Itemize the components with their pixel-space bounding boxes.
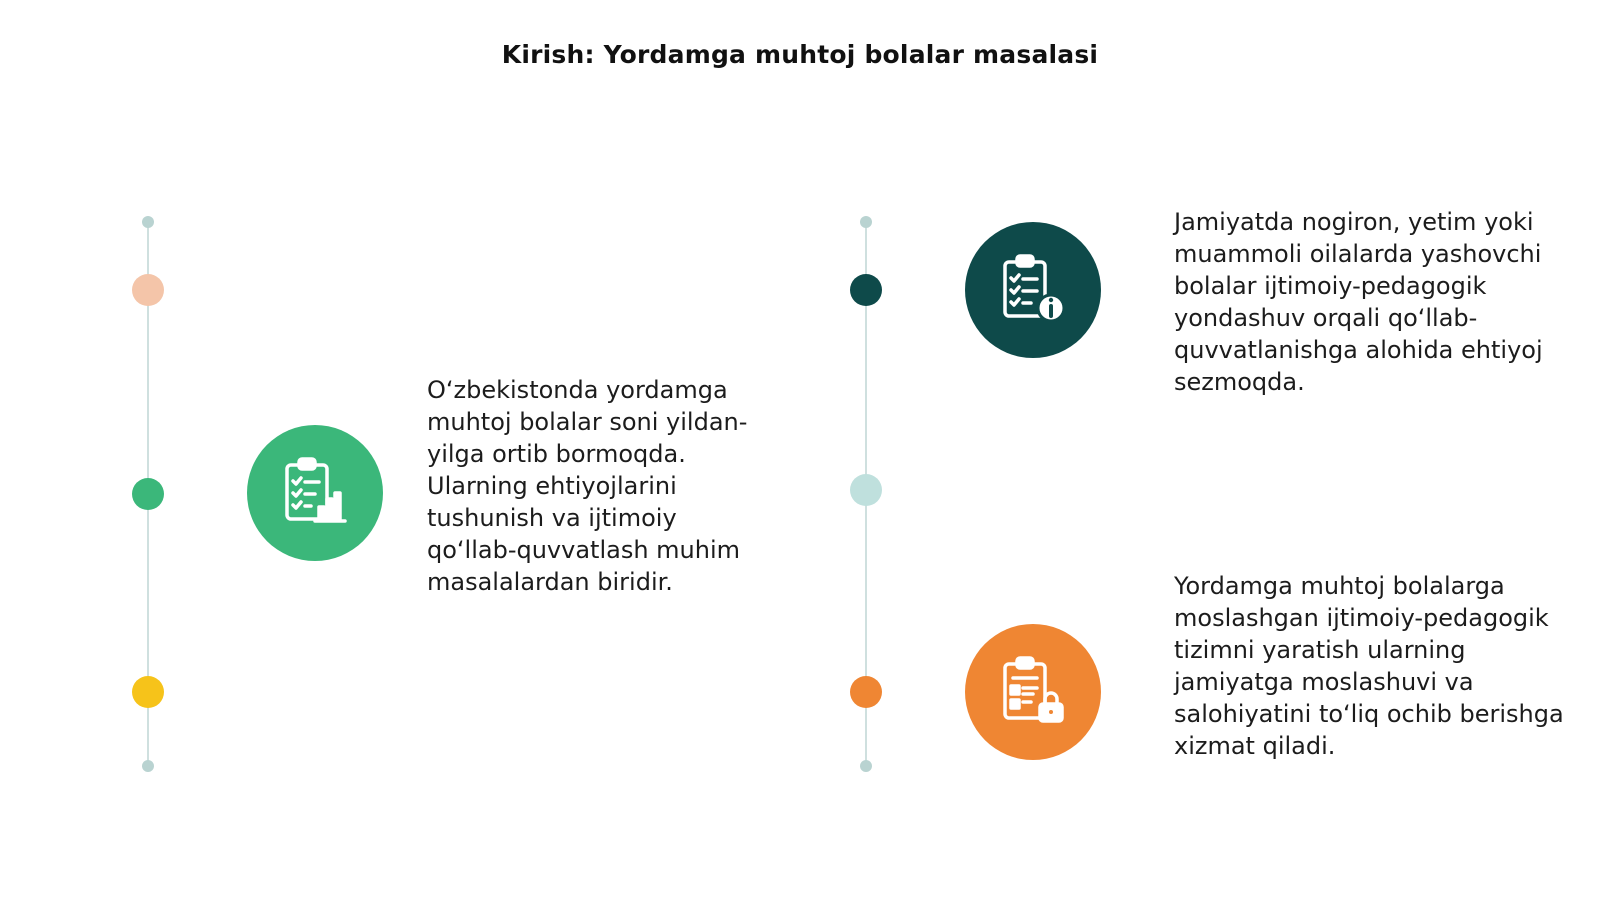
timeline-right-node-orange [850,676,882,708]
item-1-icon-circle [247,425,383,561]
item-3-text: Yordamga muhtoj bolalarga moslashgan ijtimoiy-pedagogik tizimni yaratish ularning jamiyatga moslashuvi va salohiyatini to‘liq ochib berishga xizmat qiladi. [1174,572,1564,760]
timeline-left-node-green [132,478,164,510]
timeline-right-node-light-teal [850,474,882,506]
clipboard-chart-icon [275,453,355,533]
clipboard-info-icon [993,250,1073,330]
timeline-right-end-dot [860,760,872,772]
timeline-left-node-peach [132,274,164,306]
item-2-text: Jamiyatda nogiron, yetim yoki muammoli oilalarda yashovchi bolalar ijtimoiy-pedagogik yondashuv orqali qo‘llab-quvvatlanishga alohida ehtiyoj sezmoqda. [1174,208,1543,396]
timeline-left-start-dot [142,216,154,228]
timeline-left-end-dot [142,760,154,772]
timeline-right-start-dot [860,216,872,228]
item-3-icon-circle [965,624,1101,760]
timeline-left-node-yellow [132,676,164,708]
timeline-right-node-dark-teal [850,274,882,306]
item-1-text: O‘zbekistonda yordamga muhtoj bolalar soni yildan-yilga ortib bormoqda. Ularning ehtiyojlarini tushunish va ijtimoiy qo‘llab-quvvatlash muhim masalalardan biridir. [427,376,748,596]
page-title: Kirish: Yordamga muhtoj bolalar masalasi [501,40,1099,69]
clipboard-lock-icon [993,652,1073,732]
item-2-icon-circle [965,222,1101,358]
